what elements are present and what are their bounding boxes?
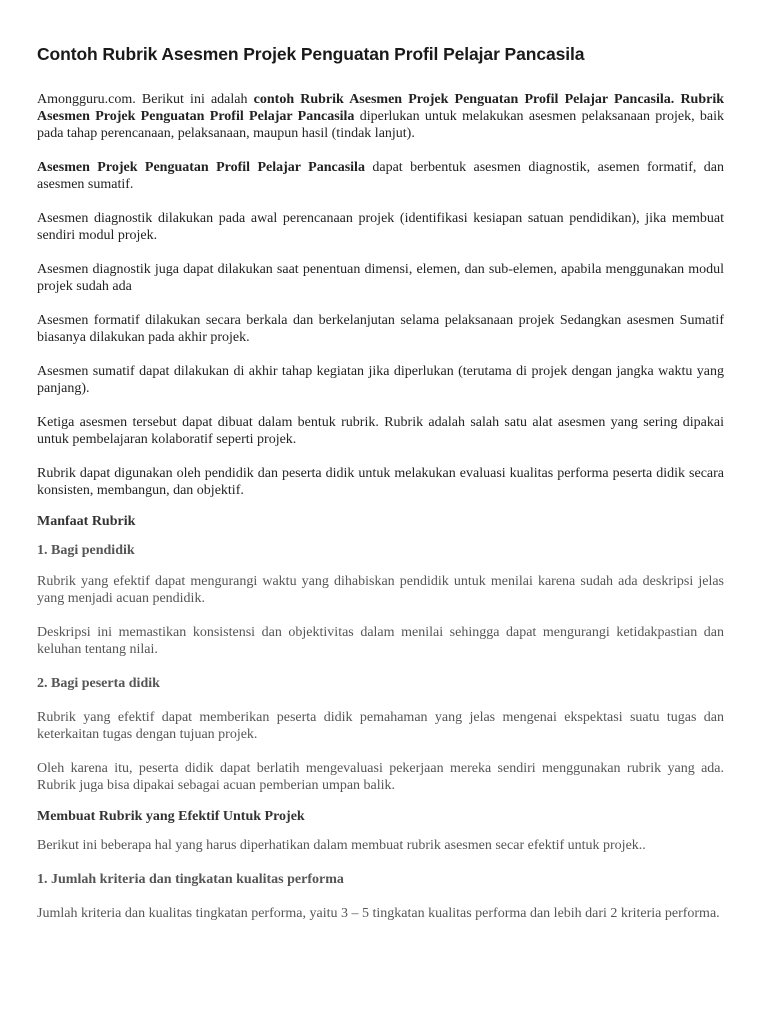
teacher-paragraph-1: Rubrik yang efektif dapat mengurangi waktu yang dihabiskan pendidik untuk menilai karena sudah ada deskripsi jelas yang menjadi acuan pendidik. — [37, 574, 724, 606]
student-paragraph-1: Rubrik yang efektif dapat memberikan peserta didik pemahaman yang jelas mengenai ekspektasi suatu tugas dan keterkaitan tugas dengan tujuan projek. — [37, 710, 724, 742]
article — [37, 42, 724, 922]
formative-paragraph: Asesmen formatif dilakukan secara berkala dan berkelanjutan selama pelaksanaan projek Sedangkan asesmen Sumatif biasanya dilakukan pada akhir projek. — [37, 313, 724, 345]
student-paragraph-2: Oleh karena itu, peserta didik dapat berlatih mengevaluasi pekerjaan mereka sendiri menggunakan rubrik yang ada. Rubrik juga bisa dipakai sebagai acuan pemberian umpan balik. — [37, 761, 724, 793]
intro-paragraph — [37, 91, 724, 142]
diagnostic-paragraph-1: Asesmen diagnostik dilakukan pada awal perencanaan projek (identifikasi kesiapan satuan pendidikan), jika membuat sendiri modul projek. — [37, 211, 724, 243]
summative-paragraph: Asesmen sumatif dapat dilakukan di akhir tahap kegiatan jika diperlukan (terutama di projek dengan jangka waktu yang panjang). — [37, 364, 724, 396]
intro-text-1: Amongguru.com. Berikut ini adalah — [37, 92, 254, 107]
intro-text-3: diperlukan untuk melakukan asesmen pelaksanaan projek, baik pada tahap perencanaan, pelaksanaan, maupun hasil (tindak lanjut). — [37, 109, 724, 141]
intro-bold-1: contoh Rubrik Asesmen Projek Penguatan Profil Pelajar Pancasila. — [253, 92, 675, 107]
heading-bagi-peserta-didik: 2. Bagi peserta didik — [37, 676, 160, 691]
types-bold: Asesmen Projek Penguatan Profil Pelajar Pancasila — [37, 160, 365, 175]
types-text: dapat berbentuk asesmen diagnostik, asemen formatif, dan asesmen sumatif. — [37, 160, 724, 192]
heading-manfaat: Manfaat Rubrik — [37, 514, 136, 529]
rubric-usage-paragraph: Rubrik dapat digunakan oleh pendidik dan peserta didik untuk melakukan evaluasi kualitas performa peserta didik secara konsisten, membangun, dan objektif. — [37, 466, 724, 498]
heading-membuat-rubrik: Membuat Rubrik yang Efektif Untuk Projek — [37, 809, 305, 824]
three-assessments-paragraph: Ketiga asesmen tersebut dapat dibuat dalam bentuk rubrik. Rubrik adalah salah satu alat asesmen yang sering dipakai untuk pembelajaran kolaboratif seperti projek. — [37, 415, 724, 447]
heading-bagi-pendidik: 1. Bagi pendidik — [37, 543, 135, 558]
intro-bold-2: Rubrik Asesmen Projek Penguatan Profil Pelajar Pancasila — [37, 92, 725, 124]
teacher-paragraph-2: Deskripsi ini memastikan konsistensi dan objektivitas dalam menilai sehingga dapat mengurangi ketidakpastian dan keluhan tentang nilai. — [37, 625, 724, 657]
creating-rubric-paragraph: Berikut ini beberapa hal yang harus diperhatikan dalam membuat rubrik asesmen secar efektif untuk projek.. — [37, 838, 646, 853]
diagnostic-paragraph-2: Asesmen diagnostik juga dapat dilakukan saat penentuan dimensi, elemen, dan sub-elemen, apabila menggunakan modul projek sudah ada — [37, 262, 724, 294]
heading-jumlah-kriteria: 1. Jumlah kriteria dan tingkatan kualitas performa — [37, 872, 344, 887]
page-title: Contoh Rubrik Asesmen Projek Penguatan Profil Pelajar Pancasila — [37, 44, 585, 64]
types-paragraph — [37, 159, 724, 193]
criteria-count-paragraph: Jumlah kriteria dan kualitas tingkatan performa, yaitu 3 – 5 tingkatan kualitas performa dan lebih dari 2 kriteria performa. — [37, 906, 720, 921]
